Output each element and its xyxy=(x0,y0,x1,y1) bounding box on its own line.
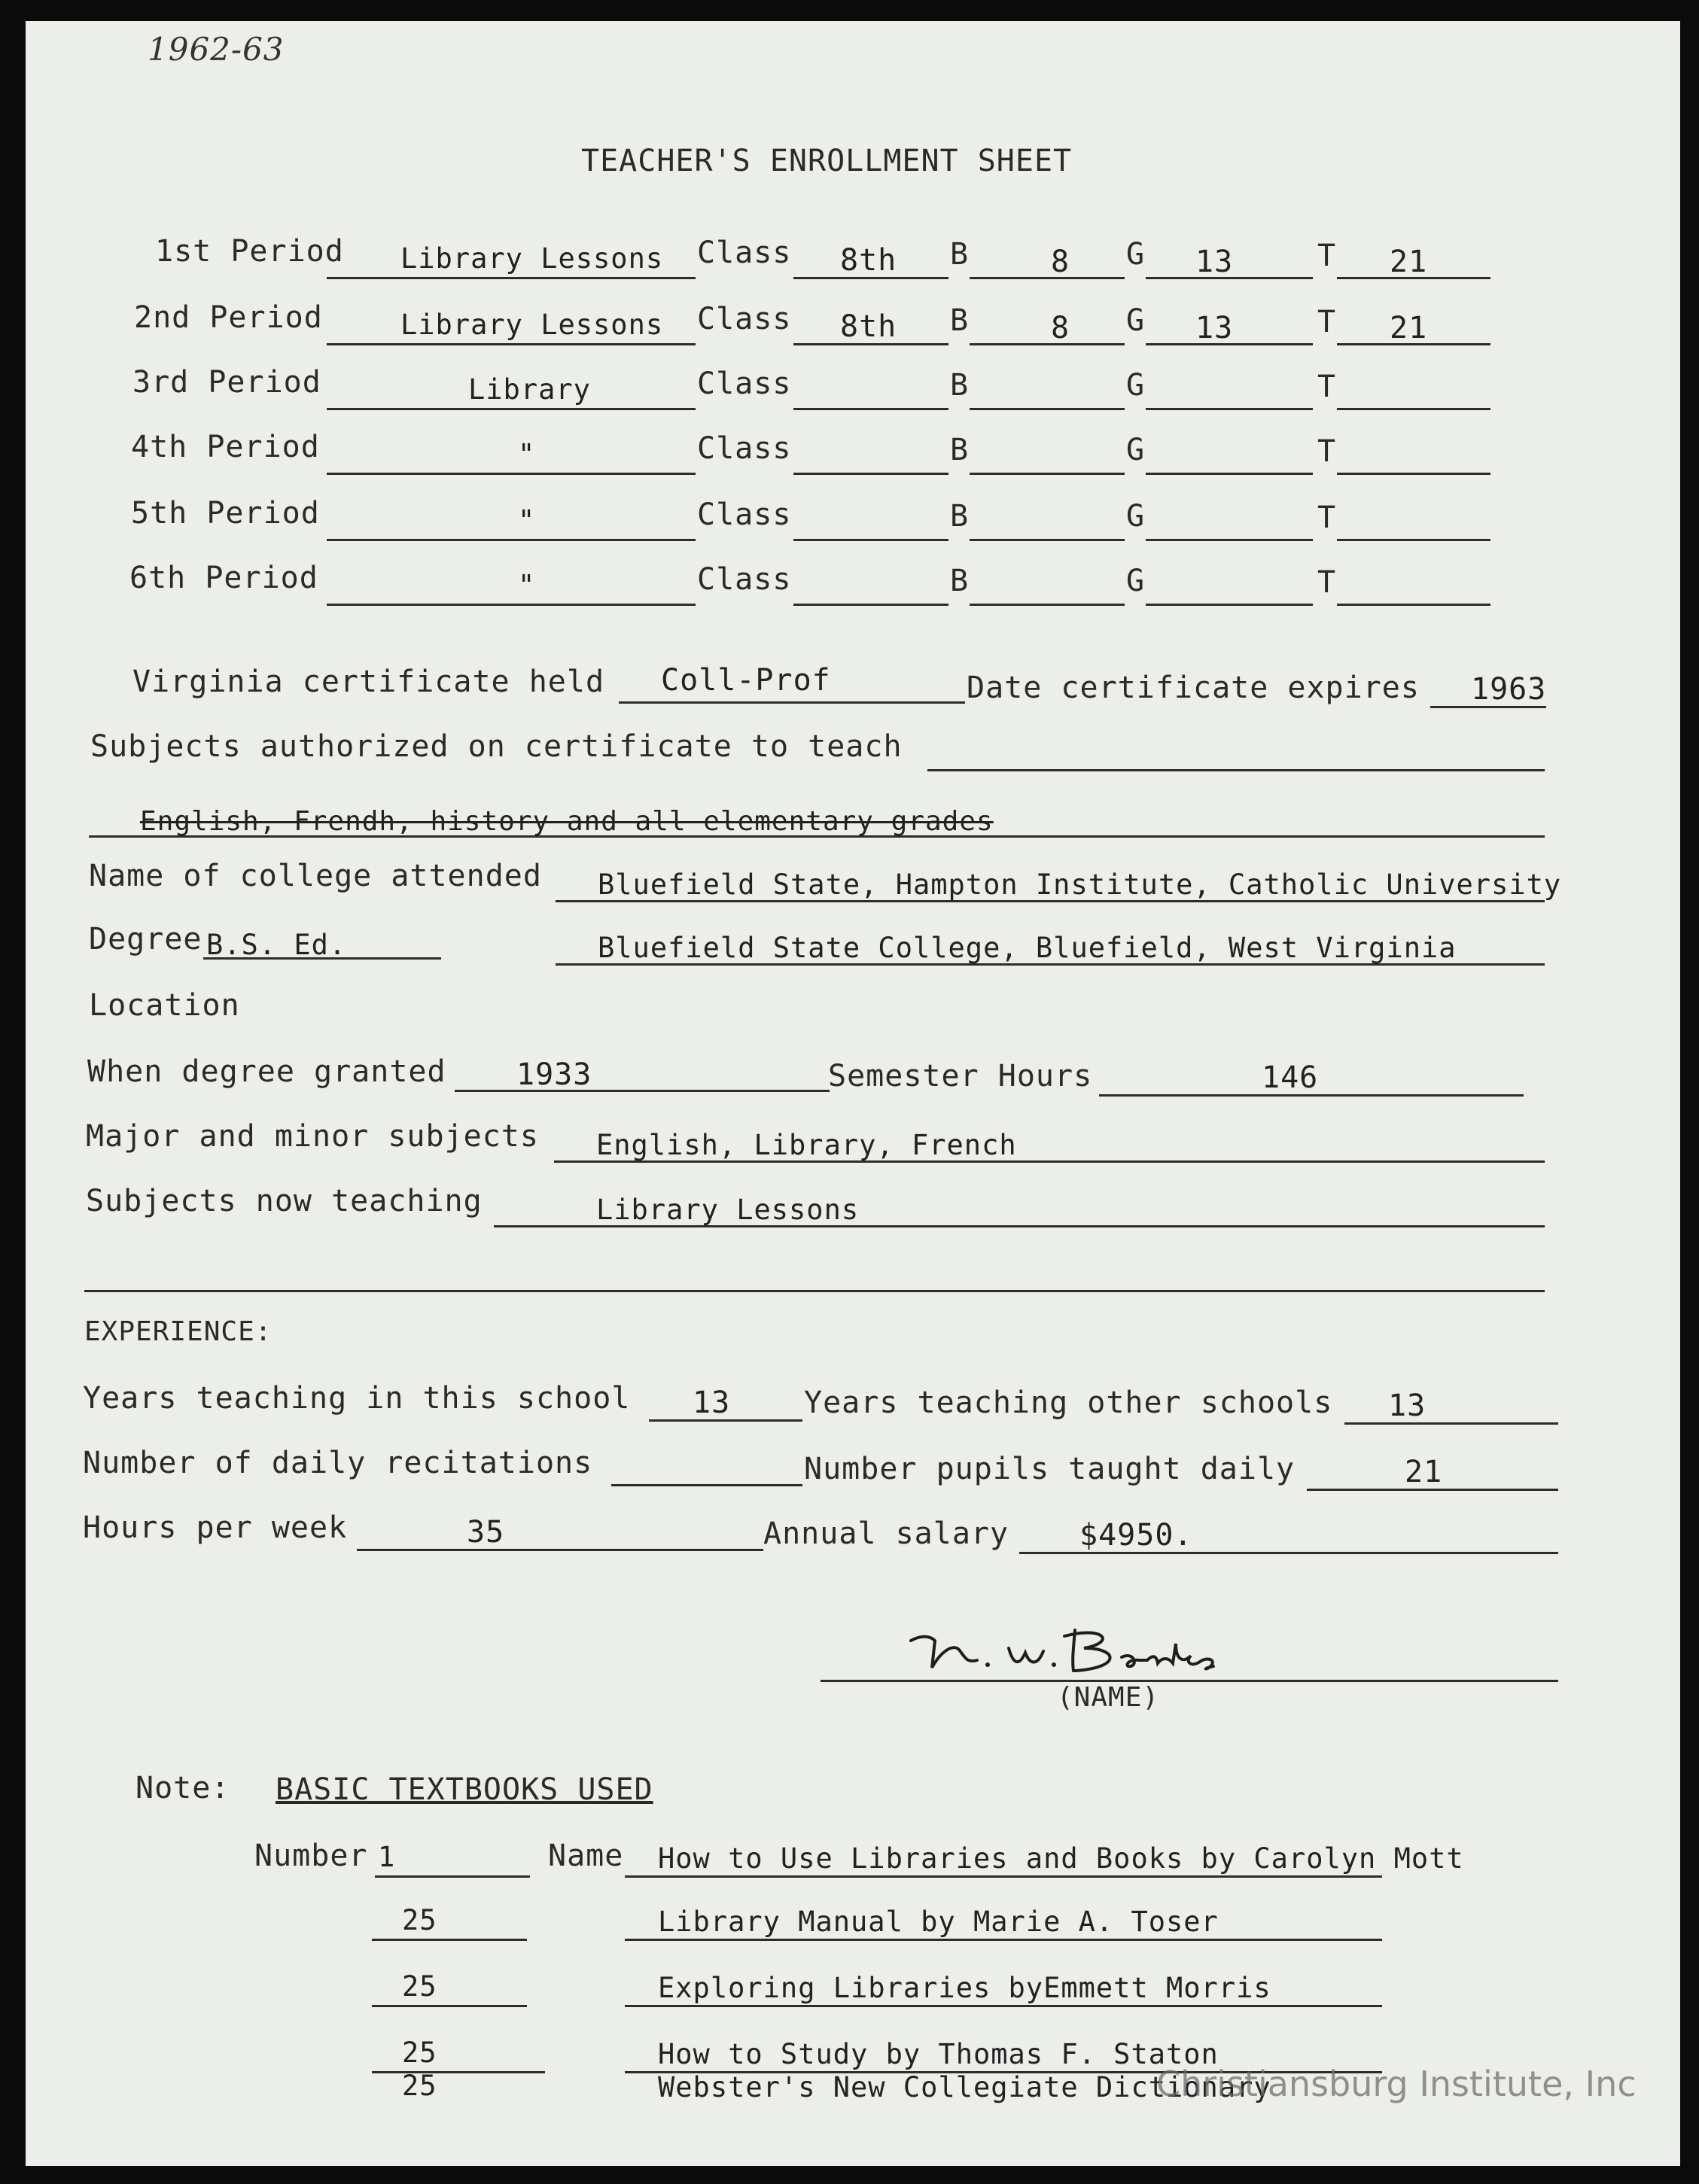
degree-value: B.S. Ed. xyxy=(206,929,347,961)
period-subject-line xyxy=(327,473,696,475)
cert-expires-label: Date certificate expires xyxy=(967,671,1420,705)
textbook-number: 25 xyxy=(402,1970,437,2003)
textbook-number-line xyxy=(372,2005,527,2007)
period-subject-line xyxy=(327,277,696,279)
degree-label: Degree xyxy=(89,922,202,957)
period-class-label: Class xyxy=(697,236,792,270)
period-g-value: 13 xyxy=(1195,245,1234,279)
period-g-label: G xyxy=(1126,303,1146,338)
school-year: 1962-63 xyxy=(148,31,285,68)
period-subject: Library Lessons xyxy=(400,309,664,341)
period-b-line xyxy=(970,473,1125,475)
textbook-name: Library Manual by Marie A. Toser xyxy=(658,1906,1219,1938)
period-class-line xyxy=(793,604,948,606)
textbook-number: 1 xyxy=(378,1841,396,1873)
textbook-number: 25 xyxy=(402,2036,437,2069)
years-this-school-value: 13 xyxy=(693,1386,731,1420)
period-g-label: G xyxy=(1126,564,1146,598)
period-subject: Library Lessons xyxy=(400,242,664,275)
semester-hours-value: 146 xyxy=(1262,1060,1319,1095)
period-b-line xyxy=(970,604,1125,606)
period-b-label: B xyxy=(950,564,970,598)
period-t-label: T xyxy=(1317,370,1337,404)
period-subject: " xyxy=(518,438,536,470)
period-g-value: 13 xyxy=(1195,311,1234,345)
period-class-label: Class xyxy=(697,562,792,597)
period-t-label: T xyxy=(1317,434,1337,469)
when-granted-line xyxy=(455,1090,830,1092)
when-granted-value: 1933 xyxy=(516,1057,592,1092)
period-b-value: 8 xyxy=(1051,245,1070,279)
period-t-value: 21 xyxy=(1390,311,1428,345)
period-g-line xyxy=(1146,539,1313,541)
period-b-label: B xyxy=(950,499,970,534)
period-label: 3rd Period xyxy=(132,365,321,400)
period-subject: " xyxy=(518,569,536,601)
period-subject: " xyxy=(518,504,536,537)
basic-textbooks-heading: BASIC TEXTBOOKS USED xyxy=(276,1772,653,1807)
textbook-number-line xyxy=(372,2071,545,2073)
annual-salary-value: $4950. xyxy=(1079,1518,1193,1553)
subjects-authorized-value: English, Frendh, history and all elementary grades xyxy=(140,806,994,837)
textbook-number-line xyxy=(375,1875,530,1878)
subjects-authorized-line xyxy=(927,769,1545,771)
period-class-label: Class xyxy=(697,497,792,532)
period-t-value: 21 xyxy=(1390,245,1428,279)
period-g-label: G xyxy=(1126,237,1146,272)
textbook-name: How to Use Libraries and Books by Carolyn Mott xyxy=(658,1842,1464,1875)
blank-line xyxy=(84,1290,1545,1292)
daily-recitations-label: Number of daily recitations xyxy=(83,1446,593,1480)
period-subject-line xyxy=(327,408,696,410)
period-g-line xyxy=(1146,473,1313,475)
textbook-name: Webster's New Collegiate Dictionary xyxy=(658,2071,1271,2103)
period-class-line xyxy=(793,539,948,541)
cert-held-label: Virginia certificate held xyxy=(132,665,605,699)
annual-salary-label: Annual salary xyxy=(763,1516,1009,1551)
period-label: 1st Period xyxy=(155,234,344,269)
period-class-value: 8th xyxy=(840,243,897,278)
when-granted-label: When degree granted xyxy=(87,1054,446,1089)
period-b-label: B xyxy=(950,303,970,338)
degree-location-value: Bluefield State College, Bluefield, West Virginia xyxy=(598,932,1457,964)
years-other-schools-label: Years teaching other schools xyxy=(804,1386,1333,1420)
period-t-line xyxy=(1337,539,1490,541)
period-t-label: T xyxy=(1317,565,1337,600)
period-b-line xyxy=(970,408,1125,410)
period-subject: Library xyxy=(468,373,591,406)
textbook-number-line xyxy=(372,1939,527,1941)
period-g-label: G xyxy=(1126,499,1146,534)
period-g-line xyxy=(1146,408,1313,410)
major-minor-label: Major and minor subjects xyxy=(86,1119,539,1154)
major-minor-value: English, Library, French xyxy=(596,1129,1017,1161)
textbook-name-line xyxy=(625,1939,1382,1941)
textbook-name: Exploring Libraries byEmmett Morris xyxy=(658,1972,1271,2004)
years-other-schools-line xyxy=(1344,1422,1558,1425)
period-label: 6th Period xyxy=(129,561,318,595)
location-label: Location xyxy=(89,988,240,1023)
textbook-number: 25 xyxy=(402,1904,437,1936)
period-b-line xyxy=(970,277,1125,279)
signature-image xyxy=(896,1618,1317,1686)
experience-heading: EXPERIENCE: xyxy=(84,1316,273,1347)
period-label: 2nd Period xyxy=(134,300,323,335)
college-value: Bluefield State, Hampton Institute, Catholic University xyxy=(598,868,1562,901)
period-b-label: B xyxy=(950,433,970,467)
note-label: Note: xyxy=(135,1771,230,1805)
hours-per-week-value: 35 xyxy=(467,1515,505,1550)
textbook-name: How to Study by Thomas F. Staton xyxy=(658,2038,1219,2070)
period-class-label: Class xyxy=(697,302,792,336)
cert-expires-value: 1963 xyxy=(1471,672,1547,707)
period-b-line xyxy=(970,343,1125,345)
period-label: 5th Period xyxy=(131,496,320,531)
pupils-daily-value: 21 xyxy=(1405,1455,1443,1489)
period-g-label: G xyxy=(1126,433,1146,467)
period-t-label: T xyxy=(1317,239,1337,273)
years-this-school-label: Years teaching in this school xyxy=(83,1381,631,1416)
textbook-name-line xyxy=(625,2005,1382,2007)
name-label: Name xyxy=(548,1839,624,1873)
cert-held-line xyxy=(619,701,965,704)
number-label: Number xyxy=(254,1839,368,1873)
period-t-line xyxy=(1337,604,1490,606)
period-subject-line xyxy=(327,343,696,345)
period-t-label: T xyxy=(1317,500,1337,535)
signature-line xyxy=(821,1680,1558,1682)
sheet-title: TEACHER'S ENROLLMENT SHEET xyxy=(581,144,1073,178)
period-b-label: B xyxy=(950,368,970,403)
pupils-daily-label: Number pupils taught daily xyxy=(804,1452,1296,1486)
period-g-label: G xyxy=(1126,368,1146,403)
now-teaching-label: Subjects now teaching xyxy=(86,1184,483,1218)
period-b-label: B xyxy=(950,237,970,272)
cert-held-value: Coll-Prof xyxy=(661,663,831,698)
period-class-value: 8th xyxy=(840,309,897,344)
college-label: Name of college attended xyxy=(89,859,542,893)
period-b-line xyxy=(970,539,1125,541)
textbook-number: 25 xyxy=(402,2070,437,2102)
semester-hours-label: Semester Hours xyxy=(828,1059,1093,1094)
period-t-line xyxy=(1337,408,1490,410)
period-class-line xyxy=(793,408,948,410)
period-b-value: 8 xyxy=(1051,311,1070,345)
daily-recitations-line xyxy=(611,1484,802,1486)
hours-per-week-line xyxy=(357,1549,763,1551)
name-caption: (NAME) xyxy=(1057,1682,1160,1713)
period-class-label: Class xyxy=(697,367,792,401)
period-label: 4th Period xyxy=(131,430,320,464)
period-class-label: Class xyxy=(697,431,792,466)
period-t-line xyxy=(1337,473,1490,475)
period-g-line xyxy=(1146,604,1313,606)
period-subject-line xyxy=(327,539,696,541)
years-other-schools-value: 13 xyxy=(1388,1389,1426,1423)
textbook-name-line xyxy=(625,1875,1382,1878)
watermark: Christiansburg Institute, Inc xyxy=(1156,2064,1637,2104)
period-t-label: T xyxy=(1317,305,1337,339)
period-subject-line xyxy=(327,604,696,606)
subjects-authorized-label: Subjects authorized on certificate to teach xyxy=(90,729,903,764)
hours-per-week-label: Hours per week xyxy=(83,1510,348,1545)
now-teaching-value: Library Lessons xyxy=(596,1194,860,1226)
period-class-line xyxy=(793,473,948,475)
